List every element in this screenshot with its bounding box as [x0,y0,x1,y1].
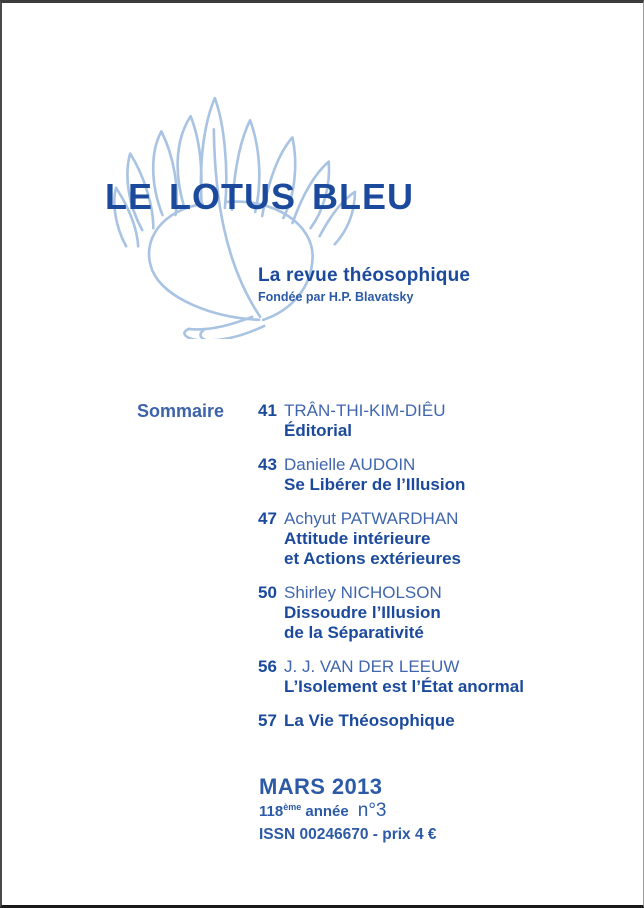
toc-page-number: 56 [258,657,277,676]
toc-title-line: et Actions extérieures [284,549,461,568]
issn-price-line: ISSN 00246670 - prix 4 € [259,826,437,843]
toc-page-number: 47 [258,509,277,528]
issue-year-number: 118 [259,803,284,820]
toc-author: TRÂN-THI-KIM-DIÊU [284,401,446,420]
issue-number: n°3 [357,800,387,821]
toc-page-number: 41 [258,401,277,420]
toc-page-number: 57 [258,711,277,730]
toc-entry-text [284,711,588,731]
toc-entry [258,401,588,441]
toc-author: Shirley NICHOLSON [284,583,442,602]
toc-entry [258,711,588,731]
magazine-subtitle: La revue théosophique [258,265,471,286]
toc-entry-text [284,455,588,495]
issue-year-ordinal: ème [283,802,302,812]
toc-heading: Sommaire [137,401,225,421]
toc-title-line: Se Libérer de l’Illusion [284,475,466,494]
issue-year-line [259,799,437,823]
toc-title-line: Dissoudre l’Illusion [284,603,441,622]
issue-date: MARS 2013 [259,774,383,799]
toc-title-line: Éditorial [284,421,353,440]
toc-title-line: de la Séparativité [284,623,424,642]
toc-author: J. J. VAN DER LEEUW [284,657,460,676]
toc-title-line: La Vie Théosophique [284,711,455,730]
toc-entry-text [284,657,588,697]
founder-line: Fondée par H.P. Blavatsky [258,290,414,304]
toc-page-number: 50 [258,583,277,602]
toc-page-number: 43 [258,455,277,474]
toc-author: Danielle AUDOIN [284,455,416,474]
toc-list [258,401,588,745]
toc-author: Achyut PATWARDHAN [284,509,459,528]
toc-entry [258,583,588,643]
issue-info-block [259,775,437,846]
toc-entry-text [284,583,588,643]
toc-title-line: L’Isolement est l’État anormal [284,677,524,696]
issue-year-label: année [301,803,349,820]
magazine-title: LE LOTUS BLEU [105,176,414,217]
toc-entry [258,657,588,697]
toc-entry [258,455,588,495]
toc-entry-text [284,401,588,441]
masthead-subtitle-block [258,265,470,304]
toc-entry-text [284,509,588,569]
toc-title-line: Attitude intérieure [284,529,431,548]
toc-entry [258,509,588,569]
